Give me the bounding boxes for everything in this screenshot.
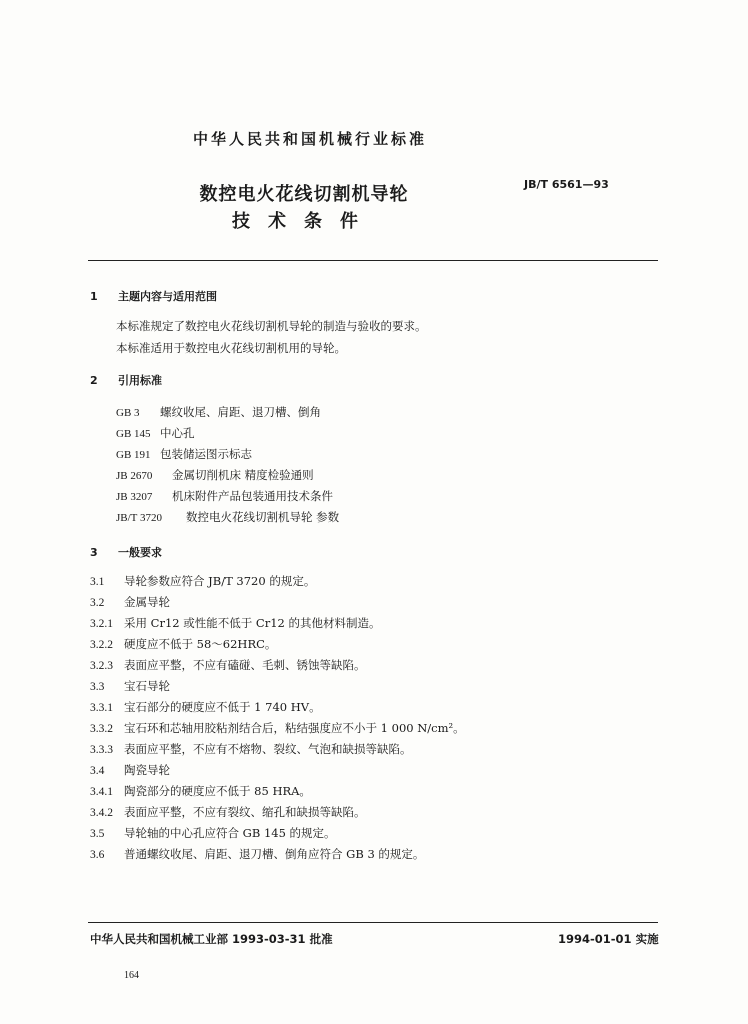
- clause-number: 3.4.2: [90, 807, 113, 819]
- clause-text: 导轮轴的中心孔应符合 GB 145 的规定。: [124, 826, 336, 840]
- reference-code: GB 145: [116, 428, 151, 440]
- clause: [90, 783, 311, 799]
- reference-item: [116, 446, 252, 462]
- title-divider: [88, 260, 658, 261]
- clause-number: 3.4.1: [90, 786, 113, 798]
- clause-number: 3.1: [90, 576, 105, 588]
- clause-number: 3.2.2: [90, 639, 113, 651]
- clause: [90, 699, 321, 715]
- clause: [90, 741, 412, 757]
- clause-text: 表面应平整，不应有不熔物、裂纹、气泡和缺损等缺陷。: [124, 742, 412, 756]
- clause: [90, 594, 170, 610]
- clause: [90, 636, 276, 652]
- reference-item: [116, 509, 339, 525]
- clause: [90, 720, 465, 736]
- reference-code: GB 3: [116, 407, 140, 419]
- reference-item: [116, 425, 195, 441]
- page-number: 164: [124, 970, 139, 981]
- clause-number: 3.2.1: [90, 618, 113, 630]
- clause: [90, 846, 424, 862]
- clause-text: 金属导轮: [124, 595, 170, 609]
- clause-text: 陶瓷导轮: [124, 763, 170, 777]
- reference-item: [116, 488, 333, 504]
- section-title: 引用标准: [118, 374, 162, 387]
- clause: [90, 804, 366, 820]
- clause: [90, 678, 170, 694]
- section-3-heading: [90, 544, 162, 560]
- clause-number: 3.6: [90, 849, 105, 861]
- clause-text: 陶瓷部分的硬度应不低于 85 HRA。: [124, 784, 311, 798]
- reference-code: GB 191: [116, 449, 151, 461]
- clause-number: 3.3: [90, 681, 105, 693]
- document-subtitle: 技术条件: [232, 211, 376, 232]
- clause-text: 表面应平整，不应有裂纹、缩孔和缺损等缺陷。: [124, 805, 366, 819]
- clause-text: 导轮参数应符合 JB/T 3720 的规定。: [124, 574, 316, 588]
- reference-code: JB 3207: [116, 491, 153, 503]
- clause-number: 3.2: [90, 597, 105, 609]
- implementation-date: 1994-01-01 实施: [558, 932, 659, 946]
- clause-number: 3.3.3: [90, 744, 113, 756]
- clause: [90, 657, 366, 673]
- clause-number: 3.4: [90, 765, 105, 777]
- section-number: 3: [90, 546, 98, 559]
- clause-text: 宝石导轮: [124, 679, 170, 693]
- clause-number: 3.3.2: [90, 723, 113, 735]
- clause: [90, 615, 380, 631]
- section-number: 1: [90, 290, 98, 303]
- clause: [90, 825, 336, 841]
- reference-title: 螺纹收尾、肩距、退刀槽、倒角: [160, 405, 321, 419]
- reference-title: 数控电火花线切割机导轮 参数: [186, 510, 340, 524]
- section-number: 2: [90, 374, 98, 387]
- document-title: 数控电火花线切割机导轮: [199, 184, 409, 205]
- clause-number: 3.2.3: [90, 660, 113, 672]
- reference-title: 包装储运图示标志: [160, 447, 252, 461]
- reference-item: [116, 467, 314, 483]
- clause-text: 宝石环和芯轴用胶粘剂结合后，粘结强度应不小于 1 000 N/cm²。: [124, 721, 465, 735]
- standard-type-heading: 中华人民共和国机械行业标准: [192, 130, 427, 148]
- clause-number: 3.5: [90, 828, 105, 840]
- section-2-heading: [90, 372, 162, 388]
- clause-text: 普通螺纹收尾、肩距、退刀槽、倒角应符合 GB 3 的规定。: [124, 847, 425, 861]
- approval-line: 中华人民共和国机械工业部 1993-03-31 批准: [90, 932, 333, 946]
- clause-text: 表面应平整，不应有磕碰、毛刺、锈蚀等缺陷。: [124, 658, 366, 672]
- standard-number: JB/T 6561—93: [524, 178, 609, 191]
- clause-text: 硬度应不低于 58～62HRC。: [124, 637, 277, 651]
- clause-number: 3.3.1: [90, 702, 113, 714]
- section-1-heading: [90, 288, 217, 304]
- footer-divider: [88, 922, 658, 923]
- reference-title: 机床附件产品包装通用技术条件: [172, 489, 333, 503]
- reference-title: 中心孔: [160, 426, 195, 440]
- clause: [90, 762, 170, 778]
- reference-code: JB/T 3720: [116, 512, 162, 524]
- reference-title: 金属切削机床 精度检验通则: [172, 468, 314, 482]
- clause-text: 宝石部分的硬度应不低于 1 740 HV。: [124, 700, 321, 714]
- clause: [90, 573, 315, 589]
- section-1-paragraph-2: 本标准适用于数控电火花线切割机用的导轮。: [116, 341, 346, 355]
- reference-item: [116, 404, 321, 420]
- clause-text: 采用 Cr12 或性能不低于 Cr12 的其他材料制造。: [124, 616, 381, 630]
- section-title: 主题内容与适用范围: [118, 290, 217, 303]
- reference-code: JB 2670: [116, 470, 153, 482]
- section-1-paragraph-1: 本标准规定了数控电火花线切割机导轮的制造与验收的要求。: [116, 319, 427, 333]
- section-title: 一般要求: [118, 546, 162, 559]
